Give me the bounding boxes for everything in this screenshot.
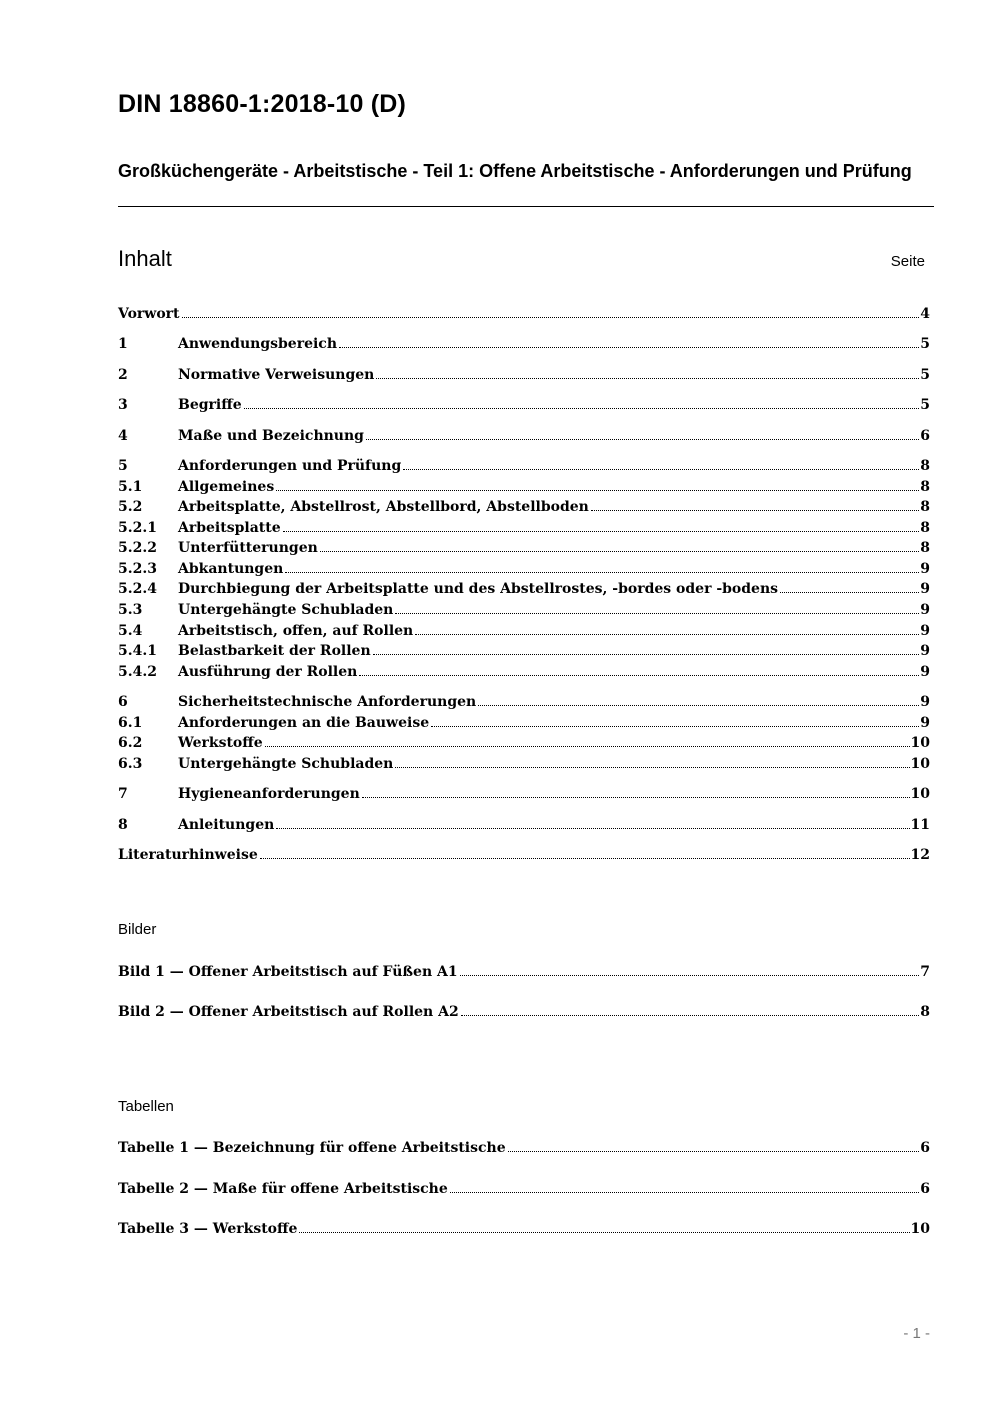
dot-leader bbox=[395, 613, 919, 614]
dot-leader bbox=[366, 439, 919, 440]
figures-heading: Bilder bbox=[118, 921, 157, 938]
toc-entry-page: 8 bbox=[920, 479, 930, 495]
toc-entry-page: 4 bbox=[920, 306, 930, 322]
toc-entry-number: 5.2.2 bbox=[118, 540, 157, 556]
toc-entry[interactable] bbox=[118, 332, 930, 352]
toc-entry-page: 10 bbox=[910, 735, 930, 751]
toc-entry[interactable] bbox=[118, 843, 930, 863]
subtitle-divider bbox=[118, 206, 934, 207]
toc-entry-title: Durchbiegung der Arbeitsplatte und des Abstellrostes, -bordes oder -bodens bbox=[178, 581, 779, 597]
table-entry[interactable] bbox=[118, 1177, 930, 1197]
dot-leader bbox=[276, 490, 919, 491]
toc-entry-title: Sicherheitstechnische Anforderungen bbox=[178, 694, 477, 710]
figure-entry[interactable] bbox=[118, 960, 930, 980]
table-entry-title: Tabelle 2 — Maße für offene Arbeitstische bbox=[118, 1181, 448, 1197]
dot-leader bbox=[244, 408, 920, 409]
toc-entry-number: 6.3 bbox=[118, 756, 143, 772]
toc-entry-title: Begriffe bbox=[178, 397, 242, 413]
dot-leader bbox=[299, 1232, 909, 1233]
toc-entry-title: Unterfütterungen bbox=[178, 540, 318, 556]
toc-entry[interactable] bbox=[118, 690, 930, 710]
table-entry-title: Tabelle 3 — Werkstoffe bbox=[118, 1221, 298, 1237]
toc-entry-number: 5.2.4 bbox=[118, 581, 157, 597]
toc-entry-number: 4 bbox=[118, 428, 128, 444]
toc-entry[interactable] bbox=[118, 639, 930, 659]
toc-entry-page: 6 bbox=[920, 428, 930, 444]
dot-leader bbox=[478, 705, 919, 706]
toc-entry-page: 5 bbox=[920, 397, 930, 413]
toc-entry-title: Untergehängte Schubladen bbox=[178, 602, 394, 618]
toc-entry-title: Abkantungen bbox=[178, 561, 284, 577]
figure-entry-page: 8 bbox=[920, 1004, 930, 1020]
toc-entry[interactable] bbox=[118, 363, 930, 383]
toc-entry-number: 1 bbox=[118, 336, 128, 352]
toc-entry-page: 8 bbox=[920, 520, 930, 536]
toc-entry-title: Hygieneanforderungen bbox=[178, 786, 360, 802]
figure-entry-title: Bild 2 — Offener Arbeitstisch auf Rollen A2 bbox=[118, 1004, 459, 1020]
toc-entry-page: 9 bbox=[920, 602, 930, 618]
figure-entry-title: Bild 1 — Offener Arbeitstisch auf Füßen A1 bbox=[118, 964, 458, 980]
toc-entry-title: Arbeitsplatte, Abstellrost, Abstellbord, Abstellboden bbox=[178, 499, 589, 515]
toc-entry-number: 5.2 bbox=[118, 499, 143, 515]
toc-heading: Inhalt bbox=[118, 246, 172, 271]
dot-leader bbox=[373, 654, 920, 655]
table-entry-page: 6 bbox=[920, 1181, 930, 1197]
toc-entry-page: 10 bbox=[910, 756, 930, 772]
toc-entry[interactable] bbox=[118, 782, 930, 802]
toc-entry-title: Normative Verweisungen bbox=[178, 367, 375, 383]
toc-entry[interactable] bbox=[118, 302, 930, 322]
toc-entry-title: Anleitungen bbox=[178, 817, 275, 833]
toc-entry-number: 5.2.1 bbox=[118, 520, 157, 536]
dot-leader bbox=[265, 746, 910, 747]
dot-leader bbox=[591, 510, 919, 511]
toc-entry-number: 5.4.2 bbox=[118, 664, 157, 680]
dot-leader bbox=[395, 767, 909, 768]
toc-entry-page: 9 bbox=[920, 694, 930, 710]
toc-entry-page: 8 bbox=[920, 458, 930, 474]
toc-entry-title: Ausführung der Rollen bbox=[178, 664, 358, 680]
toc-entry-number: 5.1 bbox=[118, 479, 143, 495]
dot-leader bbox=[508, 1151, 920, 1152]
dot-leader bbox=[362, 797, 910, 798]
toc-entry[interactable] bbox=[118, 619, 930, 639]
toc-entry[interactable] bbox=[118, 660, 930, 680]
toc-entry-number: 6.2 bbox=[118, 735, 143, 751]
toc-entry[interactable] bbox=[118, 454, 930, 474]
toc-entry[interactable] bbox=[118, 424, 930, 444]
dot-leader bbox=[780, 592, 919, 593]
toc-entry-page: 10 bbox=[910, 786, 930, 802]
toc-entry-page: 9 bbox=[920, 643, 930, 659]
document-subtitle: Großküchengeräte - Arbeitstische - Teil 1: Offene Arbeitstische - Anforderungen und Prüfung bbox=[118, 161, 912, 181]
toc-entry-number: 5.4 bbox=[118, 623, 143, 639]
toc-entry-number: 5.4.1 bbox=[118, 643, 157, 659]
dot-leader bbox=[461, 1015, 920, 1016]
toc-entry-title: Werkstoffe bbox=[178, 735, 263, 751]
toc-entry-title: Anforderungen an die Bauweise bbox=[178, 715, 430, 731]
dot-leader bbox=[276, 828, 909, 829]
toc-entry[interactable] bbox=[118, 711, 930, 731]
dot-leader bbox=[359, 675, 919, 676]
figure-entry[interactable] bbox=[118, 1000, 930, 1020]
dot-leader bbox=[320, 551, 919, 552]
toc-entry-page: 11 bbox=[910, 817, 930, 833]
toc-entry-title: Untergehängte Schubladen bbox=[178, 756, 394, 772]
dot-leader bbox=[283, 531, 920, 532]
figure-entry-page: 7 bbox=[920, 964, 930, 980]
toc-entry[interactable] bbox=[118, 536, 930, 556]
dot-leader bbox=[376, 378, 919, 379]
dot-leader bbox=[182, 317, 920, 318]
dot-leader bbox=[460, 975, 920, 976]
toc-entry-number: 7 bbox=[118, 786, 128, 802]
toc-entry-page: 8 bbox=[920, 499, 930, 515]
table-entry-page: 10 bbox=[910, 1221, 930, 1237]
toc-entry[interactable] bbox=[118, 731, 930, 751]
toc-entry-number: 8 bbox=[118, 817, 128, 833]
toc-entry-number: 5.3 bbox=[118, 602, 143, 618]
toc-entry[interactable] bbox=[118, 393, 930, 413]
toc-entry-page: 12 bbox=[910, 847, 930, 863]
page-column-label: Seite bbox=[890, 253, 925, 270]
table-entry[interactable] bbox=[118, 1217, 930, 1237]
toc-entry-page: 9 bbox=[920, 561, 930, 577]
toc-entry-title: Arbeitstisch, offen, auf Rollen bbox=[178, 623, 414, 639]
toc-entry-number: 5.2.3 bbox=[118, 561, 157, 577]
toc-entry-page: 9 bbox=[920, 664, 930, 680]
toc-entry-page: 9 bbox=[920, 715, 930, 731]
dot-leader bbox=[403, 469, 919, 470]
document-title: DIN 18860-1:2018-10 (D) bbox=[118, 90, 407, 118]
toc-entry-title: Literaturhinweise bbox=[118, 847, 258, 863]
toc-entry-title: Anwendungsbereich bbox=[178, 336, 337, 352]
dot-leader bbox=[339, 347, 919, 348]
toc-entry-page: 9 bbox=[920, 623, 930, 639]
toc-entry[interactable] bbox=[118, 516, 930, 536]
toc-entry-page: 9 bbox=[920, 581, 930, 597]
dot-leader bbox=[260, 858, 910, 859]
toc-entry[interactable] bbox=[118, 598, 930, 618]
toc-entry[interactable] bbox=[118, 495, 930, 515]
toc-entry-page: 5 bbox=[920, 367, 930, 383]
toc-entry-title: Arbeitsplatte bbox=[178, 520, 281, 536]
toc-entry-page: 8 bbox=[920, 540, 930, 556]
toc-entry-title: Vorwort bbox=[118, 306, 180, 322]
table-entry-title: Tabelle 1 — Bezeichnung für offene Arbeitstische bbox=[118, 1140, 506, 1156]
toc-entry[interactable] bbox=[118, 475, 930, 495]
toc-entry-title: Belastbarkeit der Rollen bbox=[178, 643, 371, 659]
dot-leader bbox=[285, 572, 919, 573]
toc-entry-page: 5 bbox=[920, 336, 930, 352]
toc-entry-title: Anforderungen und Prüfung bbox=[178, 458, 402, 474]
toc-entry-number: 2 bbox=[118, 367, 128, 383]
footer-page-number: - 1 - bbox=[903, 1325, 930, 1342]
toc-entry[interactable] bbox=[118, 557, 930, 577]
toc-entry[interactable] bbox=[118, 752, 930, 772]
dot-leader bbox=[431, 726, 919, 727]
toc-entry[interactable] bbox=[118, 577, 930, 597]
toc-entry[interactable] bbox=[118, 813, 930, 833]
table-entry-page: 6 bbox=[920, 1140, 930, 1156]
toc-entry-number: 3 bbox=[118, 397, 128, 413]
tables-heading: Tabellen bbox=[118, 1098, 174, 1115]
toc-entry-title: Maße und Bezeichnung bbox=[178, 428, 364, 444]
toc-entry-title: Allgemeines bbox=[178, 479, 275, 495]
table-entry[interactable] bbox=[118, 1136, 930, 1156]
toc-entry-number: 5 bbox=[118, 458, 128, 474]
dot-leader bbox=[415, 634, 919, 635]
dot-leader bbox=[450, 1192, 919, 1193]
toc-entry-number: 6.1 bbox=[118, 715, 143, 731]
toc-entry-number: 6 bbox=[118, 694, 128, 710]
